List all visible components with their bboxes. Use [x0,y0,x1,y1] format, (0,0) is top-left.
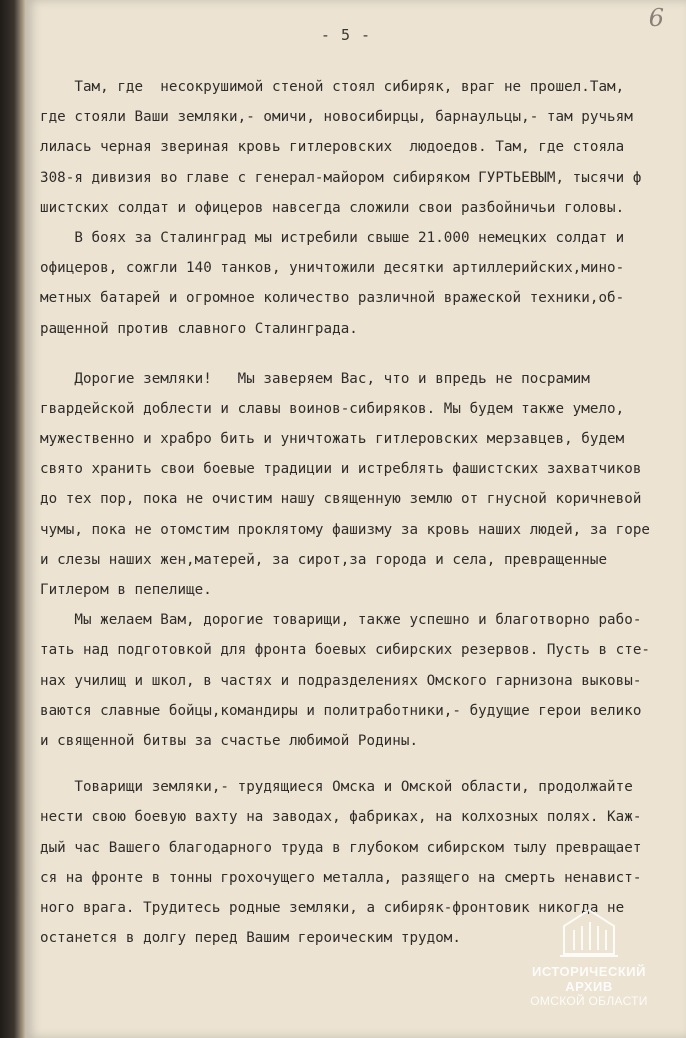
text-line: нах училищ и школ, в частях и подразделениях Омского гарнизона выковы- [40,672,642,689]
paragraph [40,72,686,223]
text-line: чумы, пока не отомстим проклятому фашизму за кровь наших людей, за горе [40,521,651,538]
paragraph [40,605,686,756]
text-line: Мы желаем Вам, дорогие товарищи, также успешно и благотворно рабо- [40,612,642,629]
paragraph [40,223,686,344]
text-line: дый час Вашего благодарного труда в глубоком сибирском тылу превращает [40,839,642,856]
text-line: метных батарей и огромное количество различной вражеской техники,об- [40,290,625,307]
watermark-line-3: ОМСКОЙ ОБЛАСТИ [530,994,648,1008]
text-line: 308-я дивизия во главе с генерал-майором сибиряком ГУРТЬЕВЫМ, тысячи ф [40,169,642,186]
text-line: тать над подготовкой для фронта боевых сибирских резервов. Пусть в сте- [40,642,651,659]
archive-building-icon [558,904,620,960]
document-body [40,72,686,953]
text-line: ся на фронте в тонны грохочущего металла, разящего на смерть ненавист- [40,869,642,886]
document-page [26,0,686,1038]
page-number: - 5 - [320,26,372,44]
text-line: останется в долгу перед Вашим героическим трудом. [40,930,461,947]
text-line: ного врага. Трудитесь родные земляки, а сибиряк-фронтовик никогда не [40,899,625,916]
text-line: шистских солдат и офицеров навсегда сложили свои разбойничьи головы. [40,199,625,216]
text-line: В боях за Сталинград мы истребили свыше 21.000 немецких солдат и [40,229,625,246]
text-line: нести свою боевую вахту на заводах, фабриках, на колхозных полях. Каж- [40,809,642,826]
archive-watermark [514,904,664,1008]
text-line: Там, где несокрушимой стеной стоял сибиряк, враг не прошел.Там, [40,79,625,95]
text-line: где стояли Ваши земляки,- омичи, новосибирцы, барнаульцы,- там ручьям [40,109,633,126]
text-line: свято хранить свои боевые традиции и истреблять фашистских захватчиков [40,461,642,478]
binding-edge [0,0,26,1038]
watermark-line-1: ИСТОРИЧЕСКИЙ [532,964,646,979]
text-line: ваются славные бойцы,командиры и политработники,- будущие герои велико [40,702,642,719]
archive-sheet-number: 6 [648,4,664,32]
text-line: ращенной против славного Сталинграда. [40,320,358,337]
text-line: и священной битвы за счастье любимой Родины. [40,732,419,749]
paragraph [40,364,686,606]
text-line: до тех пор, пока не очистим нашу священную землю от гнусной коричневой [40,491,642,508]
text-line: и слезы наших жен,матерей, за сирот,за города и села, превращенные [40,551,608,568]
text-line: Гитлером в пепелище. [40,582,212,598]
text-line: офицеров, сожгли 140 танков, уничтожили десятки артиллерийских,мино- [40,260,625,277]
text-line: гвардейской доблести и славы воинов-сибиряков. Мы будем также умело, [40,400,625,417]
watermark-line-2: АРХИВ [565,979,613,994]
text-line: мужественно и храбро бить и уничтожать гитлеровских мерзавцев, будем [40,431,625,448]
text-line: лилась черная звериная кровь гитлеровских людоедов. Там, где стояла [40,139,625,156]
text-line: Дорогие земляки! Мы заверяем Вас, что и впредь не посрамим [40,370,590,387]
text-line: Товарищи земляки,- трудящиеся Омска и Омской области, продолжайте [40,779,633,796]
